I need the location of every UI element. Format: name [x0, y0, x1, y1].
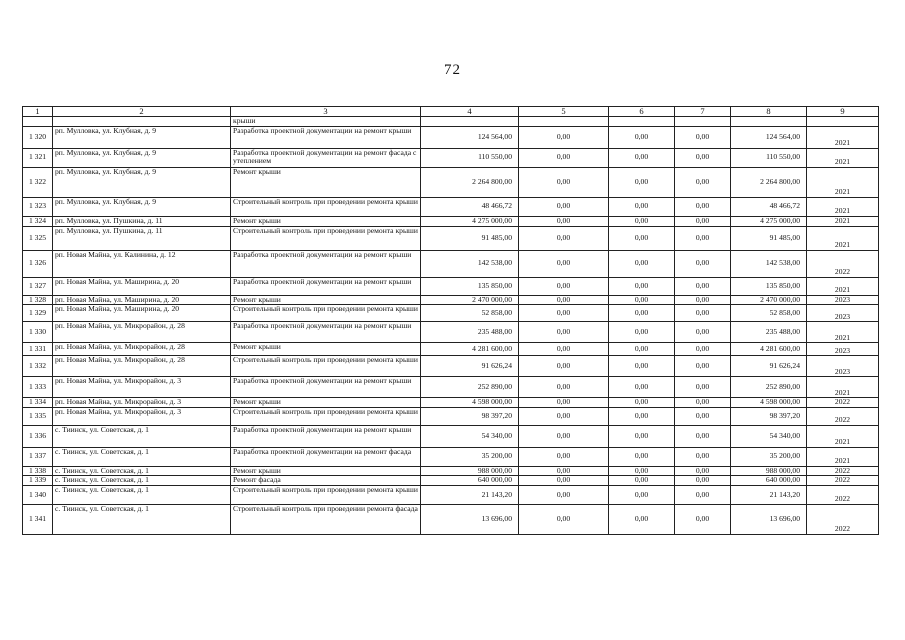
- amount-col8-cell: 35 200,00: [731, 447, 807, 466]
- amount-col6-cell: 0,00: [609, 466, 675, 476]
- address-cell: рп. Новая Майна, ул. Маширина, д. 20: [53, 305, 231, 322]
- amount-col5-cell: 0,00: [519, 343, 609, 356]
- amount-col8-cell: 4 275 000,00: [731, 216, 807, 226]
- address-cell: рп. Мулловка, ул. Пушкина, д. 11: [53, 216, 231, 226]
- year-cell: 2022: [807, 504, 879, 534]
- row-number-cell: 1 325: [23, 226, 53, 250]
- row-number-cell: 1 323: [23, 197, 53, 216]
- amount-total-cell: 98 397,20: [421, 407, 519, 425]
- amount-col6-cell: 0,00: [609, 343, 675, 356]
- year-cell: 2021: [807, 167, 879, 197]
- address-cell: с. Тиинск, ул. Советская, д. 1: [53, 425, 231, 447]
- amount-col7-cell: 0,00: [675, 277, 731, 295]
- amount-total-cell: 142 538,00: [421, 250, 519, 277]
- amount-col8-cell: 4 281 600,00: [731, 343, 807, 356]
- amount-total-cell: 988 000,00: [421, 466, 519, 476]
- amount-total-cell: 35 200,00: [421, 447, 519, 466]
- address-cell: рп. Новая Майна, ул. Калинина, д. 12: [53, 250, 231, 277]
- amount-col5-cell: 0,00: [519, 425, 609, 447]
- amount-col7-cell: 0,00: [675, 250, 731, 277]
- amount-col7-cell: 0,00: [675, 476, 731, 486]
- work-type-cell: Разработка проектной документации на ремонт крыши: [231, 277, 421, 295]
- table-row: [23, 356, 879, 377]
- row-number-cell: 1 332: [23, 356, 53, 377]
- work-type-cell: Разработка проектной документации на ремонт крыши: [231, 425, 421, 447]
- amount-col6-cell: 0,00: [609, 425, 675, 447]
- row-number-cell: 1 324: [23, 216, 53, 226]
- amount-col8-cell: 2 264 800,00: [731, 167, 807, 197]
- address-cell: рп. Мулловка, ул. Клубная, д. 9: [53, 197, 231, 216]
- amount-total-cell: 4 275 000,00: [421, 216, 519, 226]
- amount-col6-cell: 0,00: [609, 295, 675, 305]
- page-number: 72: [444, 62, 461, 78]
- continuation-row: [23, 117, 879, 127]
- col-header: 6: [609, 107, 675, 117]
- address-cell: рп. Новая Майна, ул. Микрорайон, д. 3: [53, 377, 231, 398]
- row-number-cell: 1 330: [23, 322, 53, 343]
- amount-total-cell: 52 858,00: [421, 305, 519, 322]
- amount-col8-cell: 142 538,00: [731, 250, 807, 277]
- amount-col5-cell: 0,00: [519, 197, 609, 216]
- work-type-cell: Ремонт крыши: [231, 343, 421, 356]
- amount-col6-cell: 0,00: [609, 226, 675, 250]
- year-cell: 2022: [807, 250, 879, 277]
- amount-col8-cell: 235 488,00: [731, 322, 807, 343]
- amount-col5-cell: 0,00: [519, 305, 609, 322]
- works-table: [22, 106, 879, 535]
- amount-col8-cell: 2 470 000,00: [731, 295, 807, 305]
- table-row: [23, 197, 879, 216]
- amount-col5-cell: 0,00: [519, 250, 609, 277]
- work-type-cell: Разработка проектной документации на ремонт фасада: [231, 447, 421, 466]
- address-cell: рп. Мулловка, ул. Клубная, д. 9: [53, 148, 231, 167]
- year-cell: 2021: [807, 216, 879, 226]
- amount-col8-cell: 48 466,72: [731, 197, 807, 216]
- amount-col7-cell: 0,00: [675, 197, 731, 216]
- amount-col5-cell: 0,00: [519, 295, 609, 305]
- table-row: [23, 377, 879, 398]
- amount-col6-cell: 0,00: [609, 126, 675, 148]
- amount-col6-cell: 0,00: [609, 447, 675, 466]
- amount-col8-cell: 54 340,00: [731, 425, 807, 447]
- amount-total-cell: 91 626,24: [421, 356, 519, 377]
- address-cell: рп. Новая Майна, ул. Микрорайон, д. 28: [53, 343, 231, 356]
- address-cell: рп. Мулловка, ул. Клубная, д. 9: [53, 167, 231, 197]
- amount-col8-cell: 98 397,20: [731, 407, 807, 425]
- table-row: [23, 277, 879, 295]
- amount-col6-cell: 0,00: [609, 197, 675, 216]
- amount-total-cell: 13 696,00: [421, 504, 519, 534]
- row-number-cell: 1 321: [23, 148, 53, 167]
- amount-col8-cell: 52 858,00: [731, 305, 807, 322]
- amount-col5-cell: 0,00: [519, 148, 609, 167]
- amount-col6-cell: 0,00: [609, 377, 675, 398]
- amount-col6-cell: 0,00: [609, 277, 675, 295]
- amount-col7-cell: 0,00: [675, 126, 731, 148]
- amount-col8-cell: 640 000,00: [731, 476, 807, 486]
- row-number-cell: 1 331: [23, 343, 53, 356]
- amount-col5-cell: 0,00: [519, 126, 609, 148]
- address-cell: рп. Новая Майна, ул. Микрорайон, д. 3: [53, 398, 231, 408]
- year-cell: 2021: [807, 425, 879, 447]
- year-cell: 2021: [807, 277, 879, 295]
- amount-col5-cell: 0,00: [519, 466, 609, 476]
- row-number-cell: 1 334: [23, 398, 53, 408]
- amount-col5-cell: 0,00: [519, 447, 609, 466]
- amount-col8-cell: 110 550,00: [731, 148, 807, 167]
- amount-col7-cell: 0,00: [675, 407, 731, 425]
- amount-col8-cell: 91 626,24: [731, 356, 807, 377]
- year-cell: 2021: [807, 226, 879, 250]
- amount-total-cell: 2 264 800,00: [421, 167, 519, 197]
- amount-col6-cell: 0,00: [609, 356, 675, 377]
- amount-col7-cell: 0,00: [675, 356, 731, 377]
- year-cell: 2023: [807, 343, 879, 356]
- address-cell: рп. Новая Майна, ул. Маширина, д. 20: [53, 295, 231, 305]
- amount-total-cell: 235 488,00: [421, 322, 519, 343]
- table-row: [23, 305, 879, 322]
- table-row: [23, 322, 879, 343]
- work-type-cell: Разработка проектной документации на ремонт крыши: [231, 322, 421, 343]
- year-cell: 2021: [807, 322, 879, 343]
- work-type-cell: Ремонт крыши: [231, 398, 421, 408]
- work-type-cell: Разработка проектной документации на ремонт крыши: [231, 126, 421, 148]
- amount-col7-cell: 0,00: [675, 226, 731, 250]
- col-header: 9: [807, 107, 879, 117]
- table-row: [23, 126, 879, 148]
- work-type-cell: Строительный контроль при проведении ремонта фасада: [231, 504, 421, 534]
- work-type-cell: Разработка проектной документации на ремонт фасада с утеплением: [231, 148, 421, 167]
- amount-col5-cell: 0,00: [519, 476, 609, 486]
- col-header: 2: [53, 107, 231, 117]
- address-cell: рп. Новая Майна, ул. Микрорайон, д. 3: [53, 407, 231, 425]
- col-header: 7: [675, 107, 731, 117]
- amount-col5-cell: 0,00: [519, 322, 609, 343]
- amount-col6-cell: 0,00: [609, 407, 675, 425]
- col-header: 1: [23, 107, 53, 117]
- amount-col7-cell: 0,00: [675, 398, 731, 408]
- amount-col5-cell: 0,00: [519, 485, 609, 504]
- amount-col7-cell: 0,00: [675, 295, 731, 305]
- year-cell: 2021: [807, 148, 879, 167]
- amount-col8-cell: 135 850,00: [731, 277, 807, 295]
- work-type-cell: Ремонт крыши: [231, 295, 421, 305]
- amount-col8-cell: 13 696,00: [731, 504, 807, 534]
- work-type-cell: Ремонт крыши: [231, 167, 421, 197]
- row-number-cell: 1 337: [23, 447, 53, 466]
- table-row: [23, 148, 879, 167]
- year-cell: 2022: [807, 476, 879, 486]
- amount-col6-cell: 0,00: [609, 167, 675, 197]
- row-number-cell: 1 322: [23, 167, 53, 197]
- row-number-cell: 1 333: [23, 377, 53, 398]
- table-row: [23, 447, 879, 466]
- amount-col6-cell: 0,00: [609, 504, 675, 534]
- amount-col7-cell: 0,00: [675, 504, 731, 534]
- amount-col8-cell: 21 143,20: [731, 485, 807, 504]
- amount-total-cell: 4 598 000,00: [421, 398, 519, 408]
- amount-total-cell: 54 340,00: [421, 425, 519, 447]
- row-number-cell: 1 338: [23, 466, 53, 476]
- amount-total-cell: 640 000,00: [421, 476, 519, 486]
- amount-total-cell: 110 550,00: [421, 148, 519, 167]
- address-cell: с. Тиинск, ул. Советская, д. 1: [53, 466, 231, 476]
- header-row: [23, 107, 879, 117]
- address-cell: с. Тиинск, ул. Советская, д. 1: [53, 485, 231, 504]
- row-number-cell: 1 336: [23, 425, 53, 447]
- amount-col5-cell: 0,00: [519, 407, 609, 425]
- amount-col5-cell: 0,00: [519, 167, 609, 197]
- row-number-cell: 1 327: [23, 277, 53, 295]
- table-row: [23, 407, 879, 425]
- amount-col5-cell: 0,00: [519, 277, 609, 295]
- year-cell: 2021: [807, 126, 879, 148]
- work-type-cell: Строительный контроль при проведении ремонта крыши: [231, 226, 421, 250]
- address-cell: рп. Мулловка, ул. Пушкина, д. 11: [53, 226, 231, 250]
- amount-total-cell: 48 466,72: [421, 197, 519, 216]
- continuation-text: крыши: [231, 117, 421, 127]
- amount-total-cell: 21 143,20: [421, 485, 519, 504]
- table-row: [23, 295, 879, 305]
- amount-col5-cell: 0,00: [519, 226, 609, 250]
- work-type-cell: Ремонт крыши: [231, 466, 421, 476]
- amount-col5-cell: 0,00: [519, 216, 609, 226]
- amount-total-cell: 4 281 600,00: [421, 343, 519, 356]
- amount-col7-cell: 0,00: [675, 148, 731, 167]
- amount-col8-cell: 988 000,00: [731, 466, 807, 476]
- address-cell: рп. Новая Майна, ул. Микрорайон, д. 28: [53, 322, 231, 343]
- table-row: [23, 226, 879, 250]
- amount-col6-cell: 0,00: [609, 398, 675, 408]
- col-header: 4: [421, 107, 519, 117]
- col-header: 5: [519, 107, 609, 117]
- amount-col5-cell: 0,00: [519, 377, 609, 398]
- amount-col7-cell: 0,00: [675, 485, 731, 504]
- row-number-cell: 1 320: [23, 126, 53, 148]
- amount-col7-cell: 0,00: [675, 167, 731, 197]
- amount-col5-cell: 0,00: [519, 356, 609, 377]
- amount-total-cell: 135 850,00: [421, 277, 519, 295]
- amount-col6-cell: 0,00: [609, 322, 675, 343]
- amount-col7-cell: 0,00: [675, 377, 731, 398]
- work-type-cell: Разработка проектной документации на ремонт крыши: [231, 377, 421, 398]
- work-type-cell: Строительный контроль при проведении ремонта крыши: [231, 485, 421, 504]
- address-cell: рп. Новая Майна, ул. Микрорайон, д. 28: [53, 356, 231, 377]
- amount-col7-cell: 0,00: [675, 425, 731, 447]
- amount-col7-cell: 0,00: [675, 305, 731, 322]
- amount-col7-cell: 0,00: [675, 466, 731, 476]
- work-type-cell: Строительный контроль при проведении ремонта крыши: [231, 407, 421, 425]
- amount-total-cell: 2 470 000,00: [421, 295, 519, 305]
- amount-col5-cell: 0,00: [519, 504, 609, 534]
- table-row: [23, 216, 879, 226]
- address-cell: рп. Мулловка, ул. Клубная, д. 9: [53, 126, 231, 148]
- table-row: [23, 167, 879, 197]
- amount-col7-cell: 0,00: [675, 447, 731, 466]
- amount-col6-cell: 0,00: [609, 476, 675, 486]
- row-number-cell: 1 335: [23, 407, 53, 425]
- amount-col8-cell: 252 890,00: [731, 377, 807, 398]
- work-type-cell: Ремонт крыши: [231, 216, 421, 226]
- address-cell: с. Тиинск, ул. Советская, д. 1: [53, 504, 231, 534]
- table-row: [23, 485, 879, 504]
- row-number-cell: 1 329: [23, 305, 53, 322]
- work-type-cell: Строительный контроль при проведении ремонта крыши: [231, 197, 421, 216]
- amount-col8-cell: 4 598 000,00: [731, 398, 807, 408]
- amount-col7-cell: 0,00: [675, 343, 731, 356]
- amount-col6-cell: 0,00: [609, 250, 675, 277]
- address-cell: с. Тиинск, ул. Советская, д. 1: [53, 476, 231, 486]
- table-row: [23, 476, 879, 486]
- table-row: [23, 343, 879, 356]
- work-type-cell: Разработка проектной документации на ремонт крыши: [231, 250, 421, 277]
- row-number-cell: 1 339: [23, 476, 53, 486]
- amount-col6-cell: 0,00: [609, 485, 675, 504]
- col-header: 3: [231, 107, 421, 117]
- row-number-cell: 1 326: [23, 250, 53, 277]
- amount-total-cell: 252 890,00: [421, 377, 519, 398]
- table-row: [23, 466, 879, 476]
- amount-col5-cell: 0,00: [519, 398, 609, 408]
- amount-col6-cell: 0,00: [609, 305, 675, 322]
- amount-col8-cell: 91 485,00: [731, 226, 807, 250]
- year-cell: 2021: [807, 377, 879, 398]
- work-type-cell: Строительный контроль при проведении ремонта крыши: [231, 356, 421, 377]
- col-header: 8: [731, 107, 807, 117]
- amount-col6-cell: 0,00: [609, 148, 675, 167]
- year-cell: 2023: [807, 295, 879, 305]
- year-cell: 2022: [807, 407, 879, 425]
- amount-total-cell: 124 564,00: [421, 126, 519, 148]
- year-cell: 2022: [807, 466, 879, 476]
- amount-total-cell: 91 485,00: [421, 226, 519, 250]
- address-cell: рп. Новая Майна, ул. Маширина, д. 20: [53, 277, 231, 295]
- amount-col6-cell: 0,00: [609, 216, 675, 226]
- row-number-cell: 1 341: [23, 504, 53, 534]
- amount-col7-cell: 0,00: [675, 216, 731, 226]
- table-row: [23, 250, 879, 277]
- table-row: [23, 504, 879, 534]
- year-cell: 2021: [807, 197, 879, 216]
- row-number-cell: 1 340: [23, 485, 53, 504]
- row-number-cell: 1 328: [23, 295, 53, 305]
- amount-col7-cell: 0,00: [675, 322, 731, 343]
- work-type-cell: Ремонт фасада: [231, 476, 421, 486]
- year-cell: 2022: [807, 398, 879, 408]
- table-row: [23, 425, 879, 447]
- year-cell: 2022: [807, 485, 879, 504]
- address-cell: с. Тиинск, ул. Советская, д. 1: [53, 447, 231, 466]
- work-type-cell: Строительный контроль при проведении ремонта крыши: [231, 305, 421, 322]
- table-row: [23, 398, 879, 408]
- year-cell: 2023: [807, 356, 879, 377]
- amount-col8-cell: 124 564,00: [731, 126, 807, 148]
- year-cell: 2021: [807, 447, 879, 466]
- year-cell: 2023: [807, 305, 879, 322]
